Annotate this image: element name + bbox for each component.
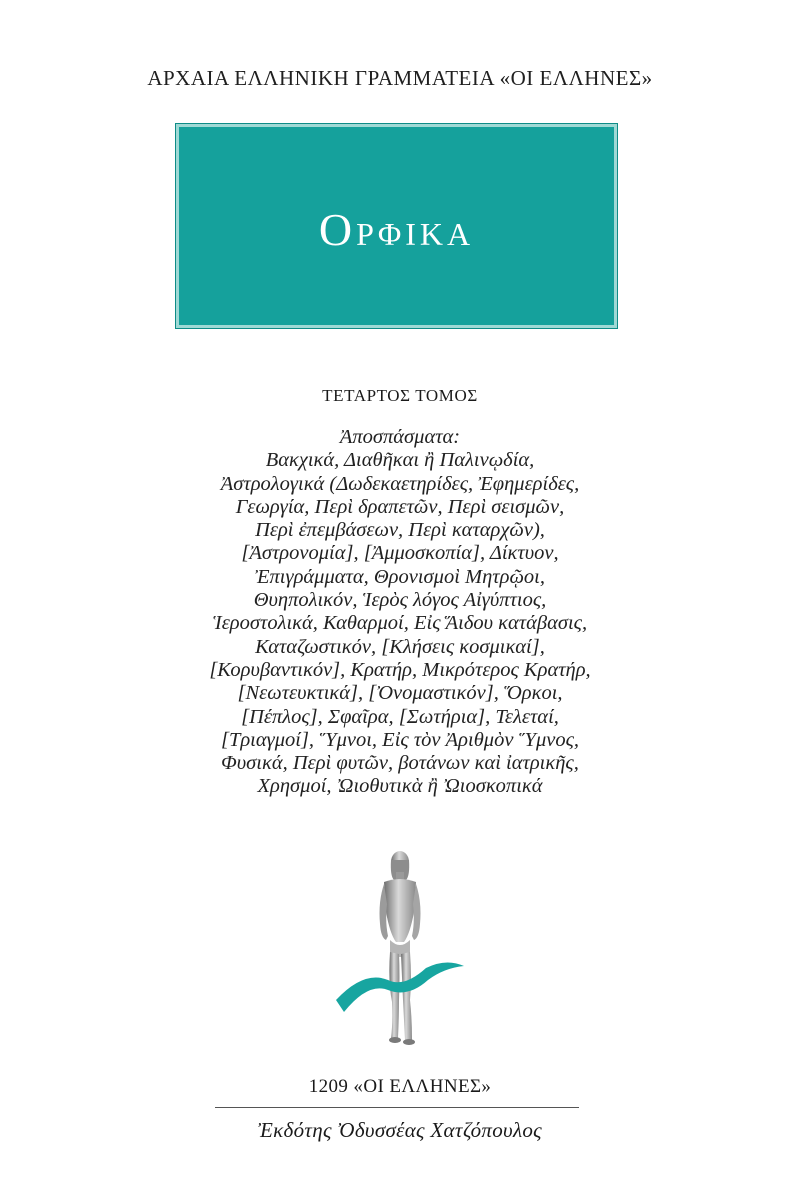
contents-line: Ἀστρολογικά (Δωδεκαετηρίδες, Ἐφημερίδες, bbox=[220, 472, 580, 495]
series-title: ΑΡΧΑΙΑ ΕΛΛΗΝΙΚΗ ΓΡΑΜΜΑΤΕΙΑ «ΟΙ ΕΛΛΗΝΕΣ» bbox=[147, 66, 653, 90]
publisher: Ἐκδότης Ὀδυσσέας Χατζόπουλος bbox=[257, 1118, 542, 1142]
contents-line: [Νεωτευκτικά], [Ὀνομαστικόν], Ὅρκοι, bbox=[237, 682, 563, 705]
contents-line: Χρησμοί, Ὠιοθυτικὰ ἢ Ὠιοσκοπικά bbox=[257, 775, 543, 798]
series-number: 1209 «ΟΙ ΕΛΛΗΝΕΣ» bbox=[308, 1076, 492, 1097]
contents-line: Καταζωστικόν, [Κλήσεις κοσμικαί], bbox=[255, 635, 545, 658]
contents-line: Θυηπολικόν, Ἱερὸς λόγος Αἰγύπτιος, bbox=[253, 589, 547, 612]
contents-line: Ἱεροστολικά, Καθαρμοί, Εἰς Ἅιδου κατάβασις, bbox=[212, 612, 588, 635]
title-box bbox=[176, 124, 617, 328]
contents-line: Ἀποσπάσματα: bbox=[339, 426, 461, 448]
contents-line: Γεωργία, Περὶ δραπετῶν, Περὶ σεισμῶν, bbox=[235, 495, 565, 518]
contents-line: Βακχικά, Διαθῆκαι ἢ Παλινῳδία, bbox=[265, 449, 535, 472]
contents-line: [Ἀστρονομία], [Ἀμμοσκοπία], Δίκτυον, bbox=[241, 542, 559, 565]
divider bbox=[215, 1107, 579, 1108]
contents-line: [Πέπλος], Σφαῖρα, [Σωτήρια], Τελεταί, bbox=[241, 705, 559, 728]
contents-line: [Κορυβαντικόν], Κρατήρ, Μικρότερος Κρατήρ, bbox=[209, 658, 591, 681]
book-title: Ορφικα bbox=[318, 203, 475, 255]
contents-list bbox=[0, 426, 800, 799]
contents-line: Ἐπιγράμματα, Θρονισμοὶ Μητρῷοι, bbox=[255, 565, 545, 588]
kouros-statue-icon bbox=[330, 842, 470, 1052]
contents-line: Φυσικά, Περὶ φυτῶν, βοτάνων καὶ ἰατρικῆς, bbox=[221, 752, 579, 775]
volume-label: ΤΕΤΑΡΤΟΣ ΤΟΜΟΣ bbox=[322, 386, 478, 405]
contents-line: Περὶ ἐπεμβάσεων, Περὶ καταρχῶν), bbox=[255, 519, 545, 542]
contents-line: [Τριαγμοί], Ὕμνοι, Εἰς τὸν Ἀριθμὸν Ὕμνος, bbox=[220, 728, 580, 751]
